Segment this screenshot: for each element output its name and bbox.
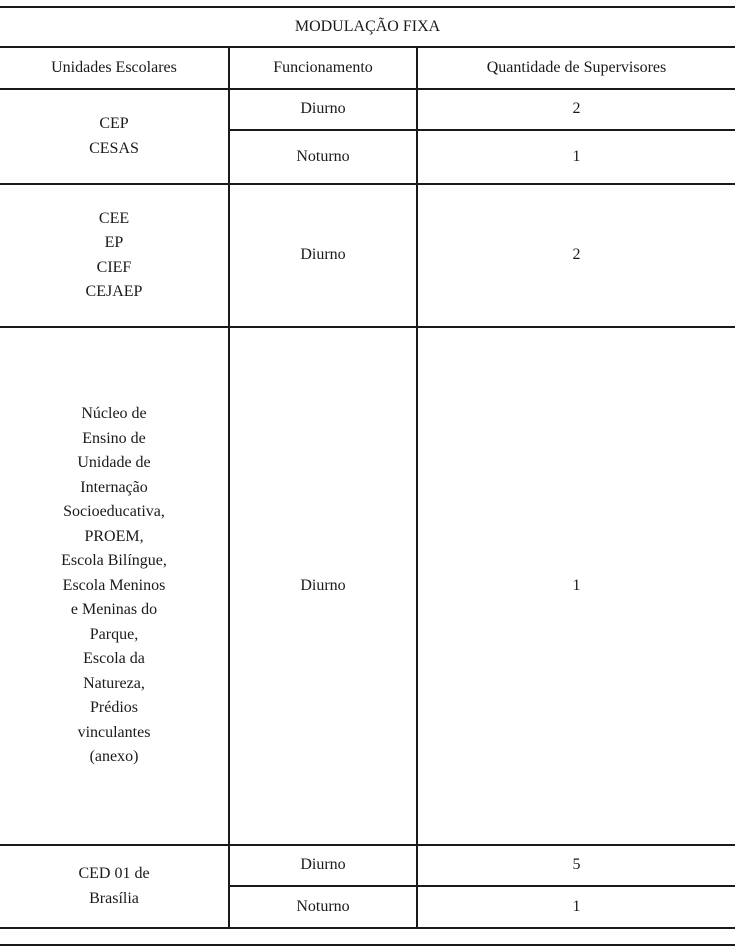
unit-cell bbox=[0, 184, 229, 327]
header-funcionamento: Funcionamento bbox=[229, 47, 417, 89]
table-header-row bbox=[0, 47, 735, 89]
quantidade-cell: 1 bbox=[417, 327, 735, 845]
header-quantidade-supervisores: Quantidade de Supervisores bbox=[417, 47, 735, 89]
modulacao-table bbox=[0, 6, 735, 929]
unit-line: Escola Meninos bbox=[62, 576, 166, 594]
funcionamento-cell: Diurno bbox=[229, 89, 417, 130]
unit-line: Parque, bbox=[89, 625, 139, 643]
unit-cell bbox=[0, 327, 229, 845]
unit-line: CIEF bbox=[96, 258, 132, 276]
funcionamento-cell: Diurno bbox=[229, 845, 417, 886]
table-row bbox=[0, 845, 735, 886]
unit-line: Escola Bilíngue, bbox=[61, 552, 167, 570]
table-row bbox=[0, 327, 735, 845]
unit-line: Internação bbox=[80, 478, 148, 496]
unit-line: vinculantes bbox=[77, 723, 151, 741]
unit-cell bbox=[0, 89, 229, 184]
table-row bbox=[0, 184, 735, 327]
unit-line: (anexo) bbox=[89, 748, 139, 766]
unit-line: Socioeducativa, bbox=[63, 503, 165, 521]
quantidade-cell: 1 bbox=[417, 130, 735, 184]
funcionamento-cell: Noturno bbox=[229, 886, 417, 928]
unit-line: e Meninas do bbox=[70, 601, 158, 619]
unit-cell bbox=[0, 845, 229, 928]
unit-line: Unidade de bbox=[77, 454, 151, 472]
funcionamento-cell: Diurno bbox=[229, 327, 417, 845]
unit-line: Núcleo de bbox=[81, 405, 147, 423]
funcionamento-cell: Noturno bbox=[229, 130, 417, 184]
quantidade-cell: 2 bbox=[417, 184, 735, 327]
quantidade-cell: 5 bbox=[417, 845, 735, 886]
quantidade-cell: 2 bbox=[417, 89, 735, 130]
unit-line: CEP bbox=[99, 115, 129, 132]
unit-line: Natureza, bbox=[83, 674, 145, 692]
table-title-row bbox=[0, 7, 735, 47]
unit-line: CESAS bbox=[89, 139, 139, 157]
unit-line: Ensino de bbox=[82, 429, 146, 447]
table-row bbox=[0, 89, 735, 130]
bottom-divider bbox=[0, 944, 735, 946]
unit-line: EP bbox=[104, 234, 124, 251]
unit-line: PROEM, bbox=[84, 527, 144, 545]
quantidade-cell: 1 bbox=[417, 886, 735, 928]
unit-line: CED 01 de bbox=[78, 865, 150, 882]
header-unidades-escolares: Unidades Escolares bbox=[0, 47, 229, 89]
unit-line: Brasília bbox=[89, 889, 139, 907]
funcionamento-cell: Diurno bbox=[229, 184, 417, 327]
unit-line: Prédios bbox=[90, 699, 138, 717]
unit-line: CEJAEP bbox=[85, 283, 143, 300]
table-title: MODULAÇÃO FIXA bbox=[0, 7, 735, 47]
unit-line: Escola da bbox=[83, 650, 145, 668]
unit-line: CEE bbox=[98, 209, 130, 227]
